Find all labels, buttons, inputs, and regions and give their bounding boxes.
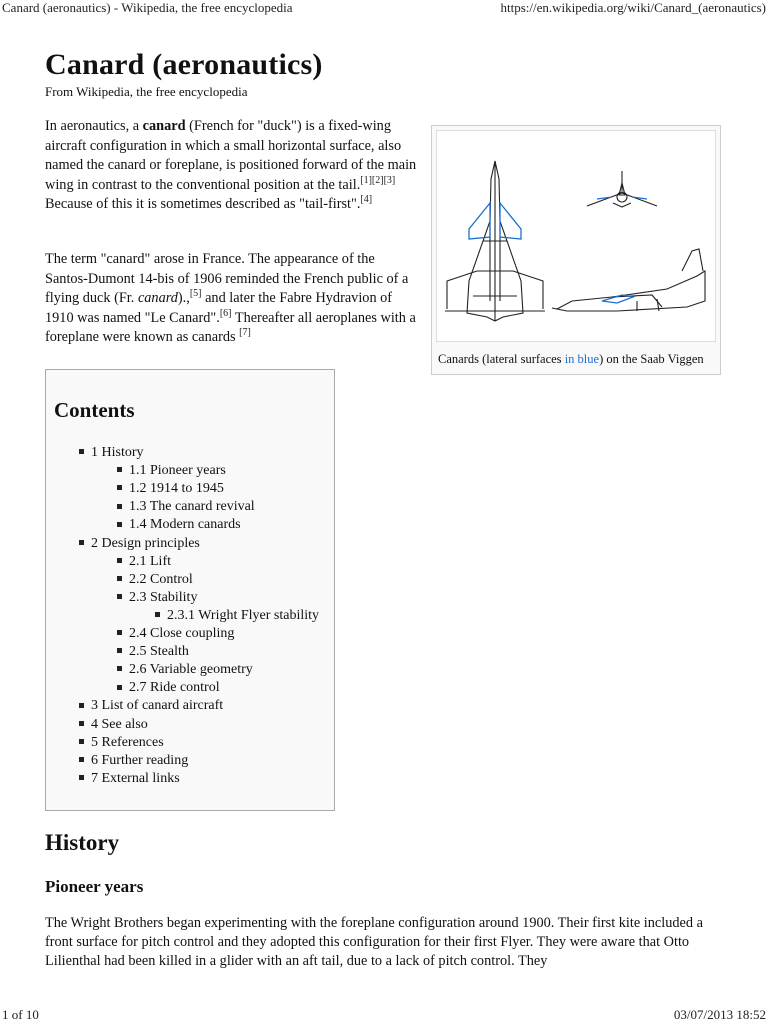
print-footer-page-count: 1 of 10 (2, 1007, 39, 1022)
bullet-icon (79, 739, 84, 744)
toc-title: Contents (54, 398, 135, 422)
toc-item[interactable] (117, 498, 255, 516)
toc-item[interactable] (117, 462, 226, 480)
toc-item-label: 3 List of canard aircraft (91, 698, 224, 714)
toc-item-label: 2.5 Stealth (129, 644, 189, 660)
bullet-icon (79, 540, 84, 545)
toc-item[interactable] (79, 770, 180, 788)
figure-caption: Canards (lateral surfaces in blue) on the Saab Viggen (438, 352, 704, 366)
bullet-icon (117, 630, 122, 635)
bullet-icon (117, 522, 122, 527)
caption-link[interactable]: in blue (564, 352, 600, 366)
citation-link[interactable]: [7] (239, 327, 251, 339)
bullet-icon (79, 721, 84, 726)
bullet-icon (117, 648, 122, 653)
toc-item-label: 2.6 Variable geometry (129, 662, 253, 678)
toc-item[interactable] (155, 607, 319, 625)
bullet-icon (117, 666, 122, 671)
toc-item[interactable] (117, 679, 220, 697)
toc-item-label: 2.1 Lift (129, 553, 171, 569)
toc-item-label: 5 References (91, 734, 164, 750)
citation-link[interactable]: [5] (189, 288, 202, 300)
toc-item[interactable] (79, 734, 164, 752)
page-title: Canard (aeronautics) (45, 48, 323, 81)
bullet-icon (79, 757, 84, 762)
toc-item[interactable] (79, 444, 144, 462)
toc-item[interactable] (117, 643, 189, 661)
toc-item[interactable] (117, 589, 197, 607)
section-heading-history: History (45, 830, 120, 855)
subsection-heading-pioneer-years: Pioneer years (45, 877, 144, 896)
bullet-icon (117, 504, 122, 509)
toc-item[interactable] (117, 516, 241, 534)
citation-link[interactable]: [1][2][3] (360, 174, 396, 186)
toc-item[interactable] (79, 535, 200, 553)
print-footer-datetime: 03/07/2013 18:52 (673, 1007, 766, 1022)
page-subtitle: From Wikipedia, the free encyclopedia (45, 84, 248, 99)
bullet-icon (117, 576, 122, 581)
intro-paragraph-1: In aeronautics, a canard (French for "duck") is a fixed-wing aircraft configuration in which a small horizontal surface, also named the canard or foreplane, is positioned forward of the main wing in contrast to the conventional position at the tail.[1][2][3] Because of this it is sometimes described as "tail-first".[4] (45, 118, 417, 212)
toc-item-label: 2.3.1 Wright Flyer stability (167, 607, 320, 623)
toc-item[interactable] (79, 752, 188, 770)
toc-item[interactable] (117, 553, 171, 571)
pioneer-years-paragraph: The Wright Brothers began experimenting with the foreplane configuration around 1900. Their first kite included a front surface for pitch control and they adopted this configuration for their first Flyer. They were aware that Otto Lilienthal had been killed in a glider with an aft tail, due to a lack of pitch control. They (45, 915, 703, 969)
bullet-icon (117, 685, 122, 690)
toc-item-label: 2.3 Stability (129, 589, 198, 605)
bullet-icon (79, 449, 84, 454)
bullet-icon (117, 594, 122, 599)
toc-item[interactable] (79, 697, 223, 715)
toc-item[interactable] (117, 661, 253, 679)
toc-item-label: 1.4 Modern canards (129, 517, 241, 533)
toc-item[interactable] (117, 625, 234, 643)
toc-item-label: 1.1 Pioneer years (129, 463, 226, 479)
toc-item-label: 2.7 Ride control (129, 680, 220, 696)
toc-item-label: 7 External links (91, 770, 180, 786)
toc-item-label: 1.3 The canard revival (129, 499, 255, 515)
toc-item-label: 4 See also (91, 716, 148, 732)
toc-item-label: 6 Further reading (91, 752, 189, 768)
bullet-icon (155, 612, 160, 617)
bullet-icon (117, 558, 122, 563)
toc-item-label: 1 History (91, 445, 144, 460)
intro-paragraph-2: The term "canard" arose in France. The appearance of the Santos-Dumont 14-bis of 1906 reminded the French public of a flying duck (Fr. canard).,[5] and later the Fabre Hydravion of 1910 was named "Le Canard".[6] Thereafter all aeroplanes with a foreplane were known as canards [7] (45, 251, 416, 345)
toc-item-label: 2.4 Close coupling (129, 626, 235, 641)
toc-item-label: 1.2 1914 to 1945 (129, 481, 224, 497)
citation-link[interactable]: [4] (360, 194, 373, 206)
bullet-icon (79, 775, 84, 780)
toc-item-label: 2.2 Control (129, 571, 193, 587)
toc-item-label: 2 Design principles (91, 535, 200, 551)
toc-item[interactable] (117, 571, 193, 589)
toc-item[interactable] (79, 716, 148, 734)
term-canard: canard (142, 118, 186, 134)
print-header-url[interactable]: https://en.wikipedia.org/wiki/Canard_(aeronautics) (500, 0, 766, 15)
bullet-icon (117, 485, 122, 490)
print-header-title: Canard (aeronautics) - Wikipedia, the free encyclopedia (2, 0, 293, 15)
aircraft-figure (431, 125, 721, 375)
bullet-icon (79, 703, 84, 708)
bullet-icon (117, 467, 122, 472)
citation-link[interactable]: [6] (219, 307, 232, 319)
saab-viggen-diagram[interactable] (436, 130, 716, 342)
toc-item[interactable] (117, 480, 224, 498)
table-of-contents (45, 369, 335, 811)
